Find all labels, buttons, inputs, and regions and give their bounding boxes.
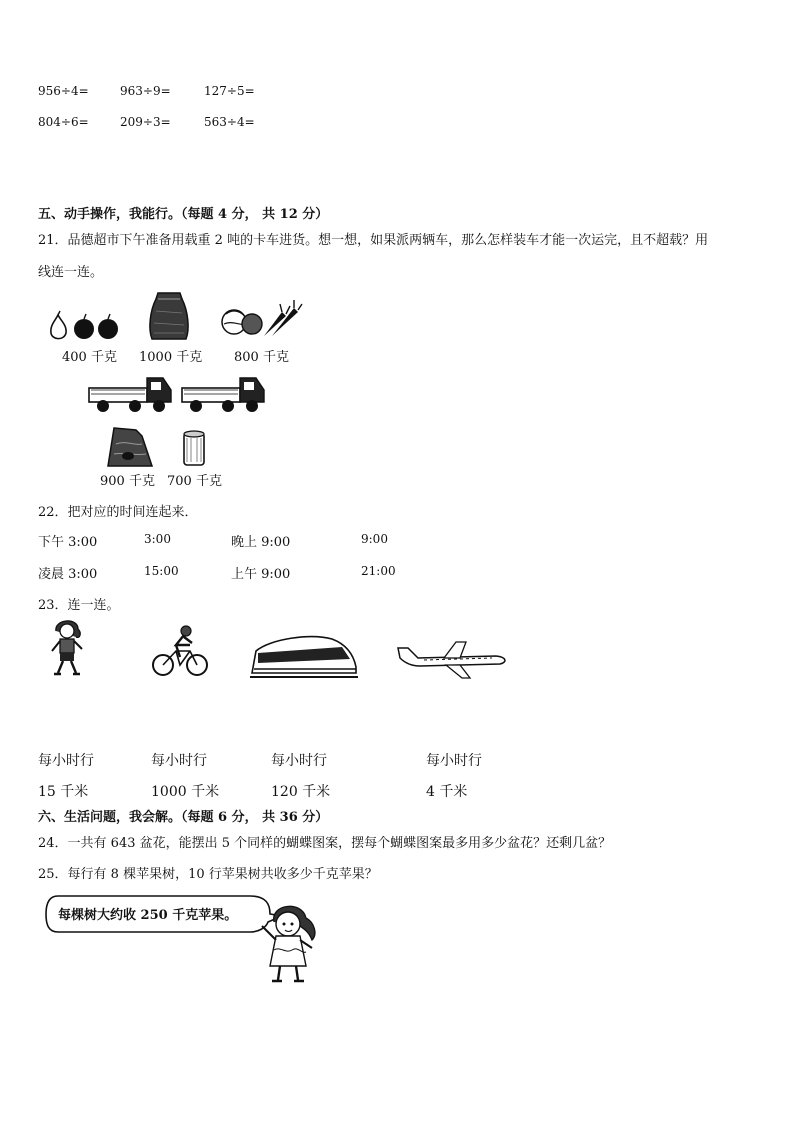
goods-weight-label: 800 千克 bbox=[234, 350, 289, 365]
division-exercise: 963÷9= bbox=[120, 84, 171, 98]
q25-text: 25．每行有 8 棵苹果树，10 行苹果树共收多少千克苹果？ bbox=[38, 867, 378, 882]
q24-text: 24．一共有 643 盆花，能摆出 5 个同样的蝴蝶图案，摆每个蝴蝶图案最多用多少盆花？还剩几盆？ bbox=[38, 836, 612, 851]
time-item[interactable]: 晚上 9:00 bbox=[231, 535, 291, 550]
time-item[interactable]: 15:00 bbox=[144, 564, 179, 578]
section6-heading: 六、生活问题，我会解。（每题 6 分， 共 36 分） bbox=[38, 810, 329, 825]
q23-prompt: 23．连一连。 bbox=[38, 598, 120, 613]
q21-text-line2: 线连一连。 bbox=[38, 265, 104, 280]
time-item[interactable]: 9:00 bbox=[361, 532, 388, 546]
time-item[interactable]: 3:00 bbox=[144, 532, 171, 546]
speed-label: 每小时行 bbox=[151, 753, 207, 769]
girl-icon bbox=[256, 900, 328, 984]
time-item[interactable]: 下午 3:00 bbox=[38, 535, 98, 550]
bag-icon bbox=[106, 426, 154, 468]
speed-label: 每小时行 bbox=[38, 753, 94, 769]
goods-weight-label: 1000 千克 bbox=[139, 350, 203, 365]
speed-label: 每小时行 bbox=[271, 753, 327, 769]
section5-heading: 五、动手操作，我能行。（每题 4 分， 共 12 分） bbox=[38, 207, 329, 222]
airplane-icon[interactable] bbox=[396, 640, 510, 680]
division-exercise: 563÷4= bbox=[204, 115, 255, 129]
goods-weight-label: 400 千克 bbox=[62, 350, 117, 365]
speech-bubble-text: 每棵树大约收 250 千克苹果。 bbox=[58, 908, 238, 923]
speed-value[interactable]: 15 千米 bbox=[38, 784, 89, 800]
walking-girl-icon[interactable] bbox=[48, 617, 88, 677]
division-exercise: 209÷3= bbox=[120, 115, 171, 129]
fruit-icon bbox=[48, 311, 120, 343]
division-exercise: 127÷5= bbox=[204, 84, 255, 98]
speed-value[interactable]: 120 千米 bbox=[271, 784, 331, 800]
q22-prompt: 22．把对应的时间连起来． bbox=[38, 505, 198, 520]
q21-text-line1: 21．品德超市下午准备用载重 2 吨的卡车进货。想一想，如果派两辆车，那么怎样装车才能一次运完，且不超载？用 bbox=[38, 233, 709, 248]
cyclist-icon[interactable] bbox=[150, 623, 210, 681]
goods-weight-label: 700 千克 bbox=[167, 474, 222, 489]
time-item[interactable]: 凌晨 3:00 bbox=[38, 567, 98, 582]
grain-sack-icon bbox=[148, 291, 190, 341]
speed-label: 每小时行 bbox=[426, 753, 482, 769]
time-item[interactable]: 21:00 bbox=[361, 564, 396, 578]
high-speed-train-icon[interactable] bbox=[250, 633, 358, 681]
division-exercise: 956÷4= bbox=[38, 84, 89, 98]
goods-weight-label: 900 千克 bbox=[100, 474, 155, 489]
barrel-icon bbox=[182, 430, 206, 468]
vegetables-icon bbox=[220, 300, 302, 338]
speed-value[interactable]: 1000 千米 bbox=[151, 784, 220, 800]
division-exercise: 804÷6= bbox=[38, 115, 89, 129]
truck-icon[interactable] bbox=[87, 374, 173, 414]
time-item[interactable]: 上午 9:00 bbox=[231, 567, 291, 582]
speed-value[interactable]: 4 千米 bbox=[426, 784, 468, 800]
truck-icon[interactable] bbox=[180, 374, 266, 414]
